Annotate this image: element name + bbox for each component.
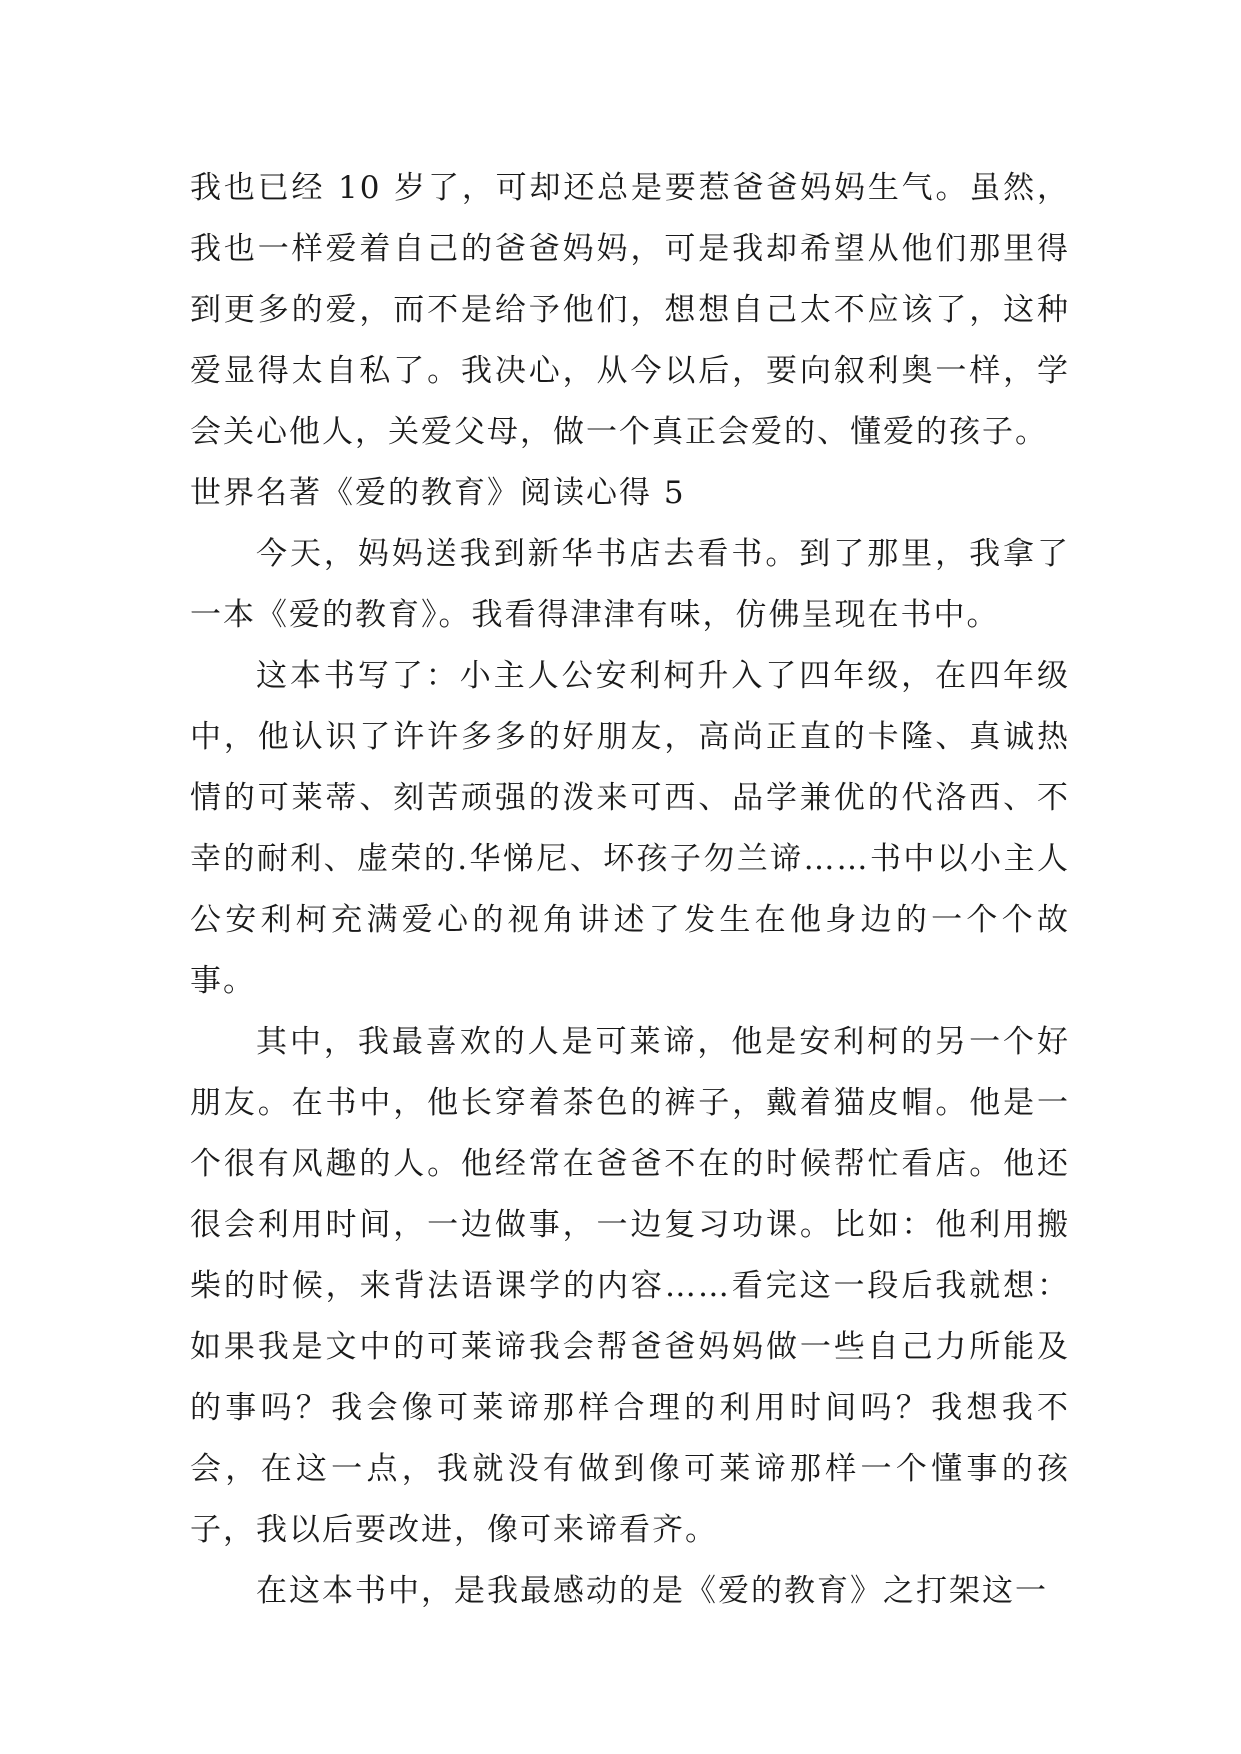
paragraph-continuation: 我也已经 10 岁了，可却还总是要惹爸爸妈妈生气。虽然，我也一样爱着自己的爸爸妈妈，可是我却希望从他们那里得到更多的爱，而不是给予他们，想想自己太不应该了，这种爱显得太自私了。我决心，从今以后，要向叙利奥一样，学会关心他人，关爱父母，做一个真正会爱的、懂爱的孩子。	[190, 170, 1070, 450]
document-body	[190, 158, 1070, 1622]
section-heading: 世界名著《爱的教育》阅读心得 5	[190, 475, 686, 511]
paragraph: 其中，我最喜欢的人是可莱谛，他是安利柯的另一个好朋友。在书中，他长穿着茶色的裤子，戴着猫皮帽。他是一个很有风趣的人。他经常在爸爸不在的时候帮忙看店。他还很会利用时间，一边做事，一边复习功课。比如：他利用搬柴的时候，来背法语课学的内容……看完这一段后我就想：如果我是文中的可莱谛我会帮爸爸妈妈做一些自己力所能及的事吗？我会像可莱谛那样合理的利用时间吗？我想我不会，在这一点，我就没有做到像可莱谛那样一个懂事的孩子，我以后要改进，像可来谛看齐。	[190, 1024, 1070, 1548]
paragraph: 今天，妈妈送我到新华书店去看书。到了那里，我拿了一本《爱的教育》。我看得津津有味，仿佛呈现在书中。	[190, 536, 1070, 633]
paragraph: 在这本书中，是我最感动的是《爱的教育》之打架这一	[256, 1573, 1048, 1609]
paragraph: 这本书写了：小主人公安利柯升入了四年级，在四年级中，他认识了许许多多的好朋友，高尚正直的卡隆、真诚热情的可莱蒂、刻苦顽强的泼来可西、品学兼优的代洛西、不幸的耐利、虚荣的.华悌尼、坏孩子勿兰谛……书中以小主人公安利柯充满爱心的视角讲述了发生在他身边的一个个故事。	[190, 658, 1070, 999]
